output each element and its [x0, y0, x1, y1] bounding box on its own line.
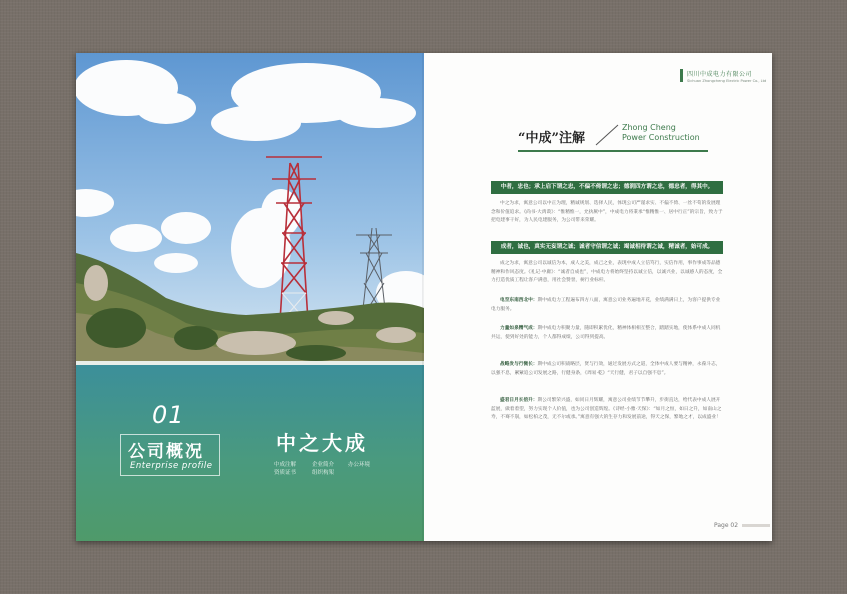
- company-logo: [680, 69, 766, 83]
- heading-en-line1: Zhong Cheng: [622, 123, 676, 132]
- menu-line: 办公环境: [348, 462, 371, 468]
- paragraph-zhong: 中之为求，寓意公司以中正为理，精诚规划、选择人民，体现公司严谨求实、不偏不倚、一丝不苟的发展理念和价值追求。《尚书·大禹谟》：“惟精惟一，允执厥中”，中成电力将秉承“惟精惟一、居中行正”的宗旨，致力于把电建事干好，为人民电建服务，为公司带来荣耀。: [491, 201, 723, 224]
- item-paragraph: [491, 361, 723, 378]
- menu-item-annotation: [274, 461, 296, 477]
- slogan-calligraphy: 中之大成: [276, 431, 368, 455]
- item-paragraph: [491, 297, 723, 314]
- banner-zhong: 中者，忠也；承上启下谓之忠，不偏不倚谓之忠；德润四方谓之忠，德忠者，得其中。: [491, 181, 723, 194]
- item-paragraph: [491, 397, 723, 423]
- menu-line: 企业简介: [312, 462, 335, 468]
- section-heading: [518, 123, 708, 153]
- page-number: Page 02: [714, 522, 739, 529]
- company-name-en: Sichuan Zhongcheng Electric Power Co., Ltd: [687, 79, 767, 83]
- section-number: 01: [152, 401, 185, 429]
- power-tower-photo: [76, 53, 424, 361]
- item-paragraph: [491, 325, 723, 342]
- item-text: 期中成电力工程遍布四方八面，寓意公司业务遍地开花，业绩满满日上，为客户提供专业电力服务。: [491, 298, 721, 312]
- slash-icon: [594, 123, 620, 147]
- heading-underline: [518, 150, 708, 152]
- logo-mark: [680, 69, 683, 82]
- paragraph-cheng: 成之为求，寓意公司以诚信为本，成人之美，成己之业，表现中成人立信笃行，实信作用，事作事成等品德精神和作风态度。《礼记·中庸》：“诚者自成也”，中成电力将始终坚持以诚立信，以诚兴业，以诚感人的态度，全力打造优质工程让客户满意，用社会赞誉，树行业标杆。: [491, 261, 723, 284]
- item-label: 战略发与行微长：: [500, 362, 538, 367]
- menu-item-profile: [312, 461, 334, 477]
- menu-line: 资质证书: [274, 470, 297, 476]
- heading-cn: “中成”注解: [518, 131, 585, 146]
- menu-item-office: [348, 461, 370, 469]
- item-label: 盛君日月长倍升：: [500, 398, 538, 403]
- item-text: 期公司繁荣兴盛，如同日月辉耀，寓意公司业绩节节攀升，步街直达，给代表中成人展开蓝展，做着着望，努力实现个人价值，也为公司创造辉煌。《诗经·小雅·天保》：“如月之恒，如日之升，如南山之寿，不骞不崩，如松柏之茂，无不尔或承。”寓意有强大的生存力和发展前途，得天之保，繁地之才，以成盛业！: [491, 398, 722, 421]
- section-title-en: Enterprise profile: [130, 461, 213, 471]
- heading-en-line2: Power Construction: [622, 133, 700, 142]
- menu-line: 组织构架: [312, 470, 335, 476]
- right-page: [424, 53, 772, 541]
- menu-line: 中成注解: [274, 462, 297, 468]
- section-title-cn: 公司概况: [128, 442, 204, 462]
- item-label: 电至东南西北中：: [500, 298, 538, 303]
- item-label: 力量如泉精气成：: [500, 326, 538, 331]
- item-text: 期中成电力积聚力量，随即积累优化，精神体相相互整合，踏踏实地，使体系中成人同机共运，使到好处的能力，个人都得成绩，公司得到提高。: [491, 326, 721, 340]
- brochure-spread: [76, 53, 772, 541]
- company-name-cn: 四川中成电力有限公司: [687, 71, 753, 78]
- page-number-bar: [742, 524, 770, 527]
- left-page: [76, 53, 424, 541]
- section-cover-block: [76, 365, 424, 541]
- banner-cheng: 成者，诚也，真实无妄谓之诚；诚者守信谓之诚；竭诚相待谓之诚，精诚者，始可成。: [491, 241, 723, 254]
- item-text: 期中成公司积战略层，贤与行效，通过发展方式之道，全体中成人要与精神，永葆斗志，以强不息，紧紧追公司发展之路，行健身条，《周易·乾》“天行健，君子以自强不息”。: [491, 362, 721, 376]
